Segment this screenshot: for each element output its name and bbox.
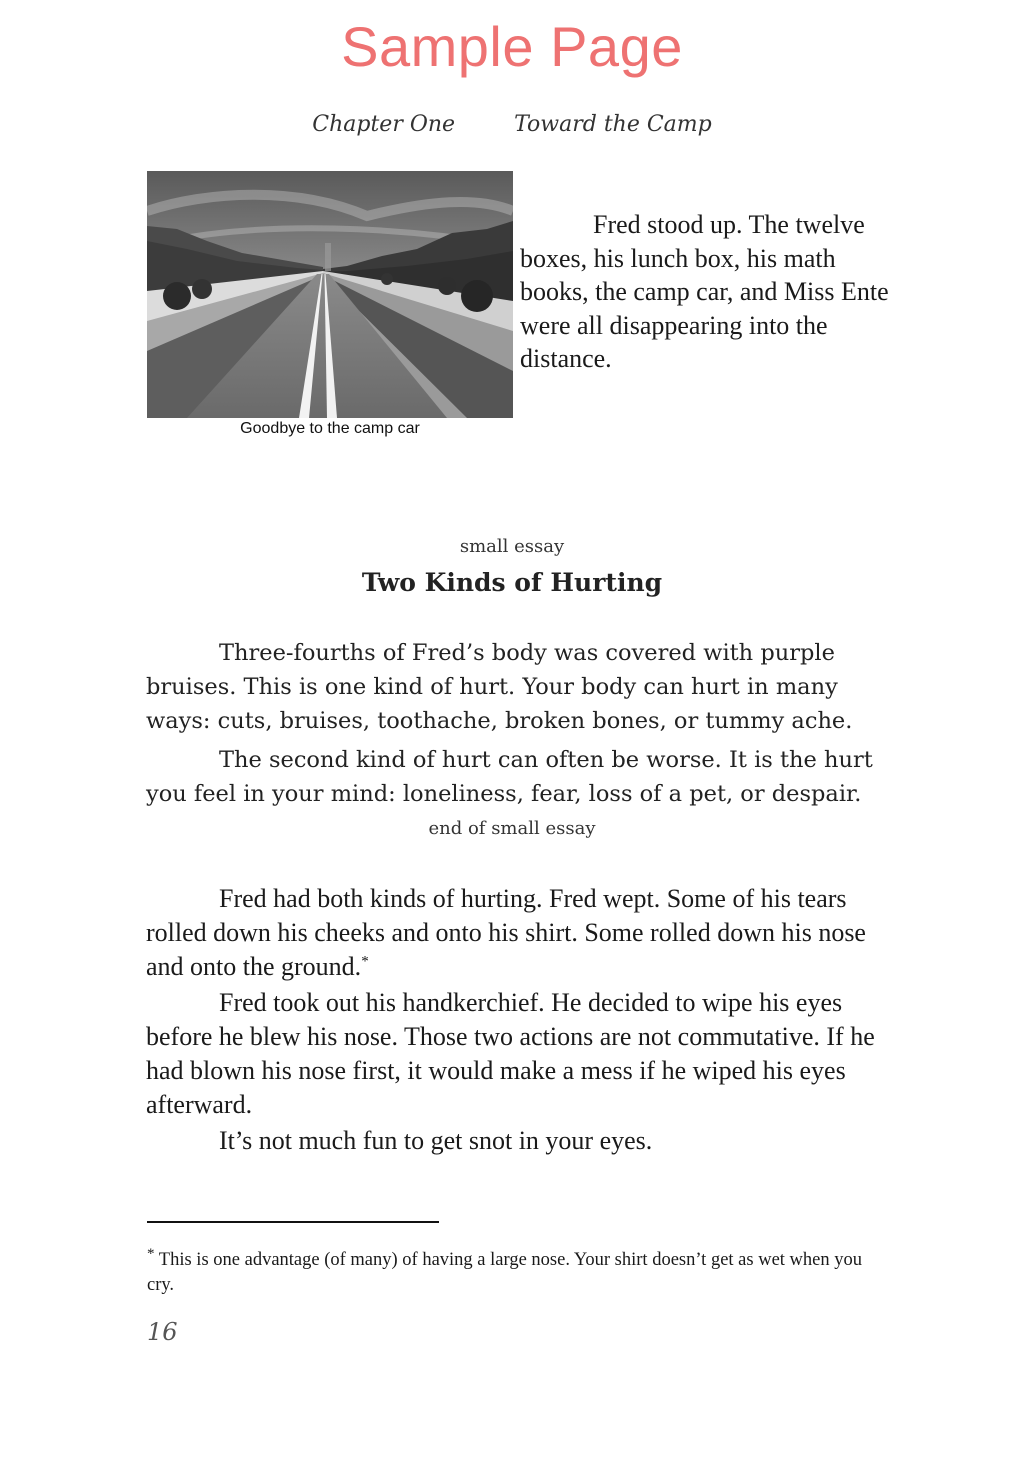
body-paragraph-1-text: Fred had both kinds of hurting. Fred wept. Some of his tears rolled down his cheeks and onto his shirt. Some rolled down his nose and onto the ground. [146, 884, 866, 981]
main-body [146, 882, 886, 1160]
essay-body [146, 636, 886, 816]
road-photo [147, 171, 513, 418]
footnote-divider [147, 1221, 439, 1223]
essay-end-label: end of small essay [428, 818, 596, 839]
essay-paragraph-2: The second kind of hurt can often be worse. It is the hurt you feel in your mind: loneliness, fear, loss of a pet, or despair. [146, 747, 873, 807]
chapter-label: Chapter One [312, 112, 456, 137]
body-paragraph-2: Fred took out his handkerchief. He decided to wipe his eyes before he blew his nose. Those two actions are not commutative. If he had blown his nose first, it would make a mess if he wiped his eyes afterward. [146, 988, 875, 1119]
running-head [0, 112, 1024, 137]
essay-title: Two Kinds of Hurting [361, 568, 663, 597]
page-number: 16 [147, 1318, 178, 1346]
side-paragraph-block [520, 208, 900, 376]
footnote [147, 1245, 867, 1298]
chapter-title: Toward the Camp [514, 112, 712, 137]
sample-page-watermark: Sample Page [341, 15, 683, 78]
body-paragraph-3: It’s not much fun to get snot in your eyes. [219, 1126, 653, 1155]
figure-caption: Goodbye to the camp car [240, 420, 420, 437]
footnote-reference[interactable]: * [361, 953, 369, 970]
side-paragraph: Fred stood up. The twelve boxes, his lunch box, his math books, the camp car, and Miss Ente were all disappearing into the distance. [520, 210, 889, 373]
footnote-text: This is one advantage (of many) of having a large nose. Your shirt doesn’t get as wet when you cry. [147, 1250, 862, 1295]
footnote-mark: * [147, 1245, 155, 1262]
essay-start-label: small essay [459, 536, 565, 557]
body-paragraph-1 [146, 882, 886, 984]
essay-paragraph-1: Three-fourths of Fred’s body was covered with purple bruises. This is one kind of hurt. Your body can hurt in many ways: cuts, bruises, toothache, broken bones, or tummy ache. [146, 640, 853, 734]
